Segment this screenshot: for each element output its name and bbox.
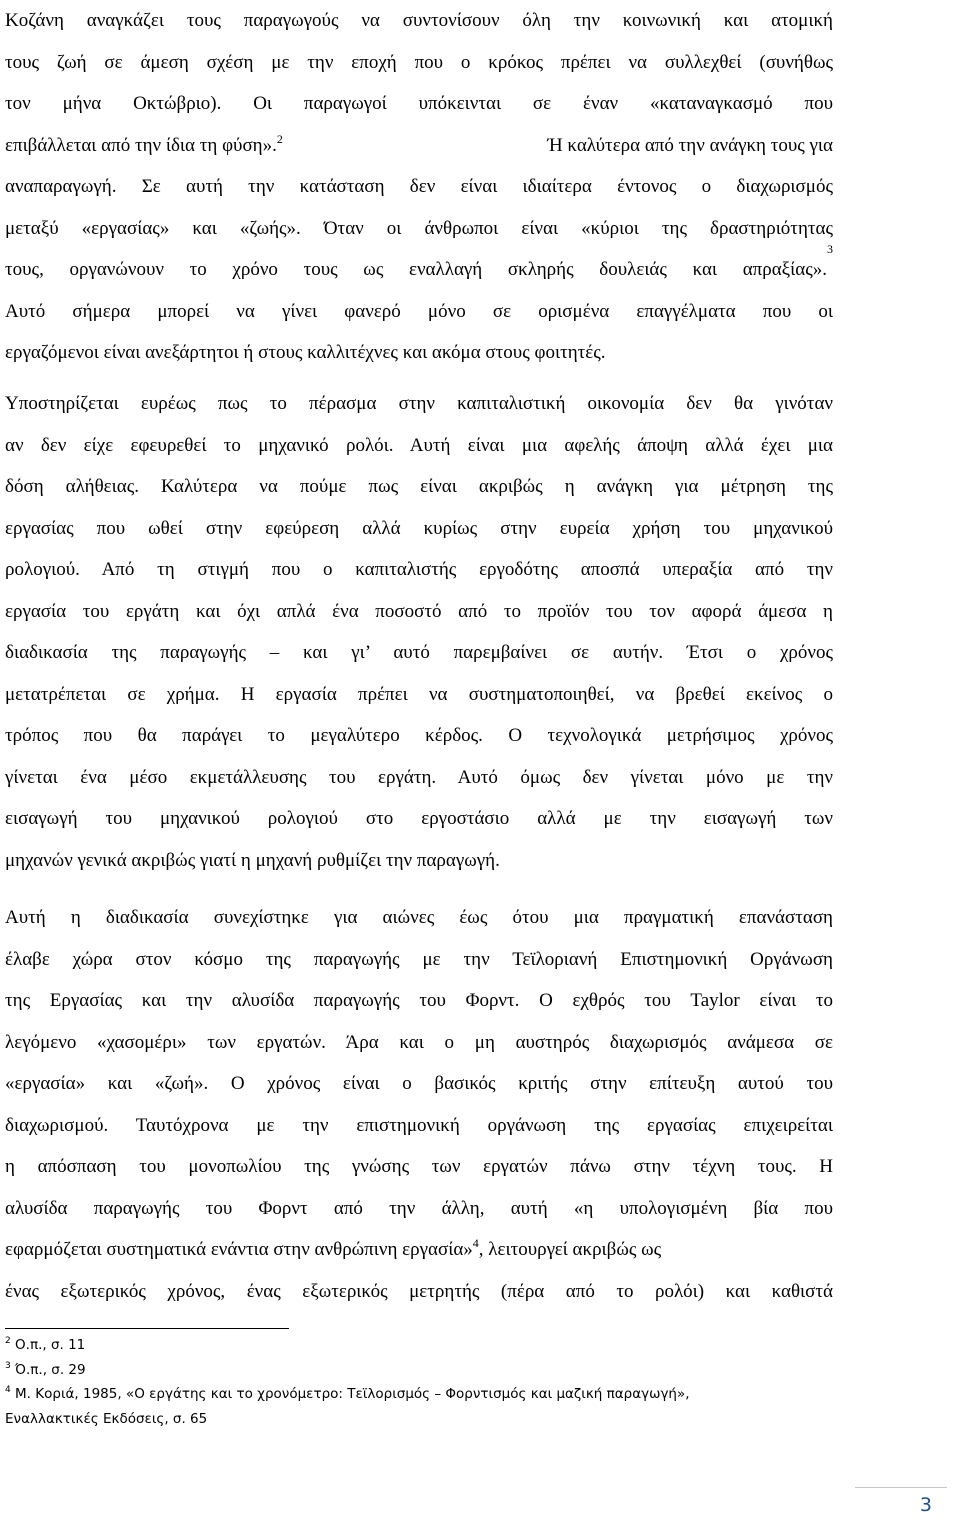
text-line: εργασία του εργάτη και όχι απλά ένα ποσοστό από το προϊόν του τον αφορά άμεσα η bbox=[5, 600, 833, 622]
text-line: αλυσίδα παραγωγής του Φορντ από την άλλη, αυτή «η υπολογισμένη βία που bbox=[5, 1197, 833, 1219]
text-line: ρολογιού. Από τη στιγμή που ο καπιταλιστής εργοδότης αποσπά υπεραξία από την bbox=[5, 559, 833, 580]
text-line: μηχανών γενικά ακριβώς γιατί η μηχανή ρυθμίζει την παραγωγή. bbox=[5, 849, 500, 871]
text-line: Κοζάνη αναγκάζει τους παραγωγούς να συντονίσουν όλη την κοινωνική και ατομική bbox=[5, 10, 833, 31]
text-line: μετατρέπεται σε χρήμα. Η εργασία πρέπει να συστηματοποιηθεί, να βρεθεί εκείνος ο bbox=[5, 683, 833, 705]
text-line: εισαγωγή του μηχανικού ρολογιού στο εργοστάσιο αλλά με την εισαγωγή των bbox=[5, 808, 833, 829]
text-line: αναπαραγωγή. Σε αυτή την κατάσταση δεν είναι ιδιαίτερα έντονος ο διαχωρισμός bbox=[5, 176, 833, 197]
text-line bbox=[5, 1229, 833, 1271]
text-line: Αυτή η διαδικασία συνεχίστηκε για αιώνες έως ότου μια πραγματική επανάσταση bbox=[5, 907, 833, 928]
footnote-continuation bbox=[5, 1407, 845, 1432]
text-line: έλαβε χώρα στον κόσμο της παραγωγής με την Τεϊλοριανή Επιστημονική Οργάνωση bbox=[5, 948, 833, 970]
text-line: Υποστηρίζεται ευρέως πως το πέρασμα στην καπιταλιστική οικονομία δεν θα γινόταν bbox=[5, 393, 833, 414]
page-number: 3 bbox=[919, 1494, 932, 1516]
text-span: τους, οργανώνουν το χρόνο τους ως εναλλαγή σκληρής δουλειάς και απραξίας». bbox=[5, 259, 827, 280]
footnote bbox=[5, 1382, 845, 1407]
footnote-number: 2 bbox=[5, 1336, 11, 1346]
text-line bbox=[5, 125, 833, 167]
footnote-ref: 4 bbox=[472, 1236, 479, 1250]
text-line: αν δεν είχε εφευρεθεί το μηχανικό ρολόι. Αυτή είναι μια αφελής άποψη αλλά έχει μια bbox=[5, 434, 833, 456]
footnote-text: Ο.π., σ. 11 bbox=[15, 1337, 86, 1353]
footnote bbox=[5, 1333, 845, 1358]
text-line: τον μήνα Οκτώβριο). Οι παραγωγοί υπόκεινται σε έναν «καταναγκασμό που bbox=[5, 93, 833, 114]
footnote-text: Εναλλακτικές Εκδόσεις, σ. 65 bbox=[5, 1410, 208, 1427]
footnotes bbox=[5, 1333, 845, 1431]
footnote-separator bbox=[5, 1328, 289, 1329]
text-span: , λειτουργεί ακριβώς ως bbox=[478, 1239, 662, 1260]
footnote-ref: 3 bbox=[827, 242, 833, 256]
text-line: διαδικασία της παραγωγής – και γι’ αυτό παρεμβαίνει σε αυτήν. Έτσι ο χρόνος bbox=[5, 642, 833, 663]
footnote-number: 4 bbox=[5, 1385, 11, 1395]
text-line: η απόσπαση του μονοπωλίου της γνώσης των εργατών πάνω στην τέχνη τους. Η bbox=[5, 1156, 833, 1177]
text-line: Αυτό σήμερα μπορεί να γίνει φανερό μόνο σε ορισμένα επαγγέλματα που οι bbox=[5, 300, 833, 322]
text-line: γίνεται ένα μέσο εκμετάλλευσης του εργάτη. Αυτό όμως δεν γίνεται μόνο με την bbox=[5, 766, 833, 788]
paragraph-2 bbox=[5, 383, 833, 881]
text-line: «εργασία» και «ζωή». Ο χρόνος είναι ο βασικός κριτής στην επίτευξη αυτού του bbox=[5, 1073, 833, 1094]
text-line: δόση αλήθειας. Καλύτερα να πούμε πως είναι ακριβώς η ανάγκη για μέτρηση της bbox=[5, 476, 833, 497]
text-line: τους ζωή σε άμεση σχέση με την εποχή που ο κρόκος πρέπει να συλλεχθεί (συνήθως bbox=[5, 51, 833, 73]
text-span: επιβάλλεται από την ίδια τη φύση». bbox=[5, 134, 277, 156]
text-line: εργαζόμενοι είναι ανεξάρτητοι ή στους καλλιτέχνες και ακόμα στους φοιτητές. bbox=[5, 342, 606, 363]
footnote-number: 3 bbox=[5, 1360, 11, 1371]
text-line: ένας εξωτερικός χρόνος, ένας εξωτερικός μετρητής (πέρα από το ρολόι) και καθιστά bbox=[5, 1280, 833, 1302]
page-number-rule bbox=[855, 1487, 947, 1488]
text-line: εργασίας που ωθεί στην εφεύρεση αλλά κυρίως στην ευρεία χρήση του μηχανικού bbox=[5, 517, 833, 539]
text-span: Ή καλύτερα από την ανάγκη τους για bbox=[547, 134, 833, 156]
text-line: διαχωρισμού. Ταυτόχρονα με την επιστημονική οργάνωση της εργασίας επιχειρείται bbox=[5, 1114, 833, 1136]
text-line bbox=[5, 242, 833, 291]
footnote bbox=[5, 1358, 845, 1383]
text-line: μεταξύ «εργασίας» και «ζωής». Όταν οι άνθρωποι είναι «κύριοι της δραστηριότητας bbox=[5, 217, 833, 239]
text-line: της Εργασίας και την αλυσίδα παραγωγής του Φορντ. Ο εχθρός του Taylor είναι το bbox=[5, 990, 833, 1011]
paragraph-3 bbox=[5, 897, 833, 1312]
footnote-ref: 2 bbox=[276, 131, 283, 146]
text-line: τρόπος που θα παράγει το μεγαλύτερο κέρδος. Ο τεχνολογικά μετρήσιμος χρόνος bbox=[5, 725, 833, 746]
text-line: λεγόμενο «χασομέρι» των εργατών. Άρα και ο μη αυστηρός διαχωρισμός ανάμεσα σε bbox=[5, 1031, 833, 1053]
footnote-text: Μ. Κοριά, 1985, «Ο εργάτης και το χρονόμετρο: Τεϊλορισμός – Φορντισμός και μαζική παραγωγή», bbox=[15, 1386, 690, 1402]
footnote-text: Ό.π., σ. 29 bbox=[15, 1361, 86, 1378]
paragraph-1 bbox=[5, 0, 833, 374]
text-span: εφαρμόζεται συστηματικά ενάντια στην ανθρώπινη εργασία» bbox=[5, 1239, 473, 1260]
